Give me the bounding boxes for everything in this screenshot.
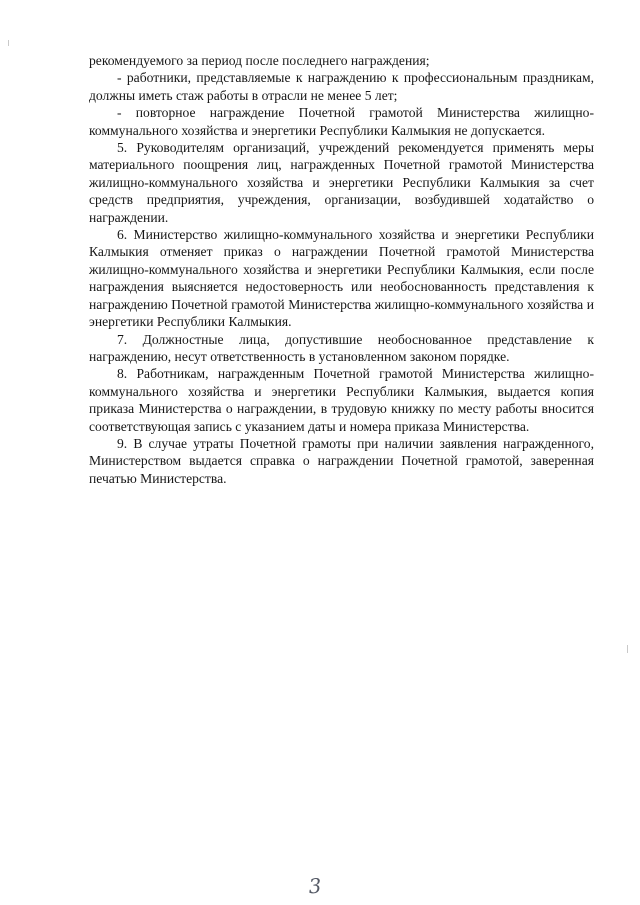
page-number: 3 (307, 873, 323, 899)
paragraph-item-5: 5. Руководителям организаций, учреждений рекомендуется применять меры материального поощрения лиц, награжденных Почетной грамотой Министерства жилищно-коммунального хозяйства и энергетики Республики Калмыкия за счет средств предприятия, учреждения, организации, возбудившей ходатайство о награждении. (89, 140, 594, 225)
paragraph-continuation: рекомендуемого за период после последнего награждения; (89, 53, 430, 68)
paragraph-item-dash-1: - работники, представляемые к награждению к профессиональным праздникам, должны иметь стаж работы в отрасли не менее 5 лет; (89, 70, 594, 103)
paragraph-item-dash-2: - повторное награждение Почетной грамотой Министерства жилищно-коммунального хозяйства и энергетики Республики Калмыкия не допускается. (89, 105, 594, 138)
paragraph-item-8: 8. Работникам, награжденным Почетной грамотой Министерства жилищно-коммунального хозяйства и энергетики Республики Калмыкия, выдается копия приказа Министерства о награждении, в трудовую книжку по месту работы вносится соответствующая запись с указанием даты и номера приказа Министерства. (89, 366, 594, 434)
paragraph-item-9: 9. В случае утраты Почетной грамоты при наличии заявления награжденного, Министерством выдается справка о награждении Почетной грамотой, заверенная печатью Министерства. (89, 435, 594, 486)
paragraph-item-7: 7. Должностные лица, допустившие необоснованное представление к награждению, несут ответственность в установленном законом порядке. (89, 331, 594, 364)
document-body (89, 52, 594, 487)
paragraph-item-6: 6. Министерство жилищно-коммунального хозяйства и энергетики Республики Калмыкия отменяет приказ о награждении Почетной грамотой Министерства жилищно-коммунального хозяйства и энергетики Республики Калмыкия, если после награждения выясняется недостоверность или необоснованность представления к награждению Почетной грамотой Министерства жилищно-коммунального хозяйства и энергетики Республики Калмыкия. (89, 227, 594, 330)
scan-artifact-mark (8, 40, 9, 46)
scan-artifact-mark (627, 645, 628, 653)
